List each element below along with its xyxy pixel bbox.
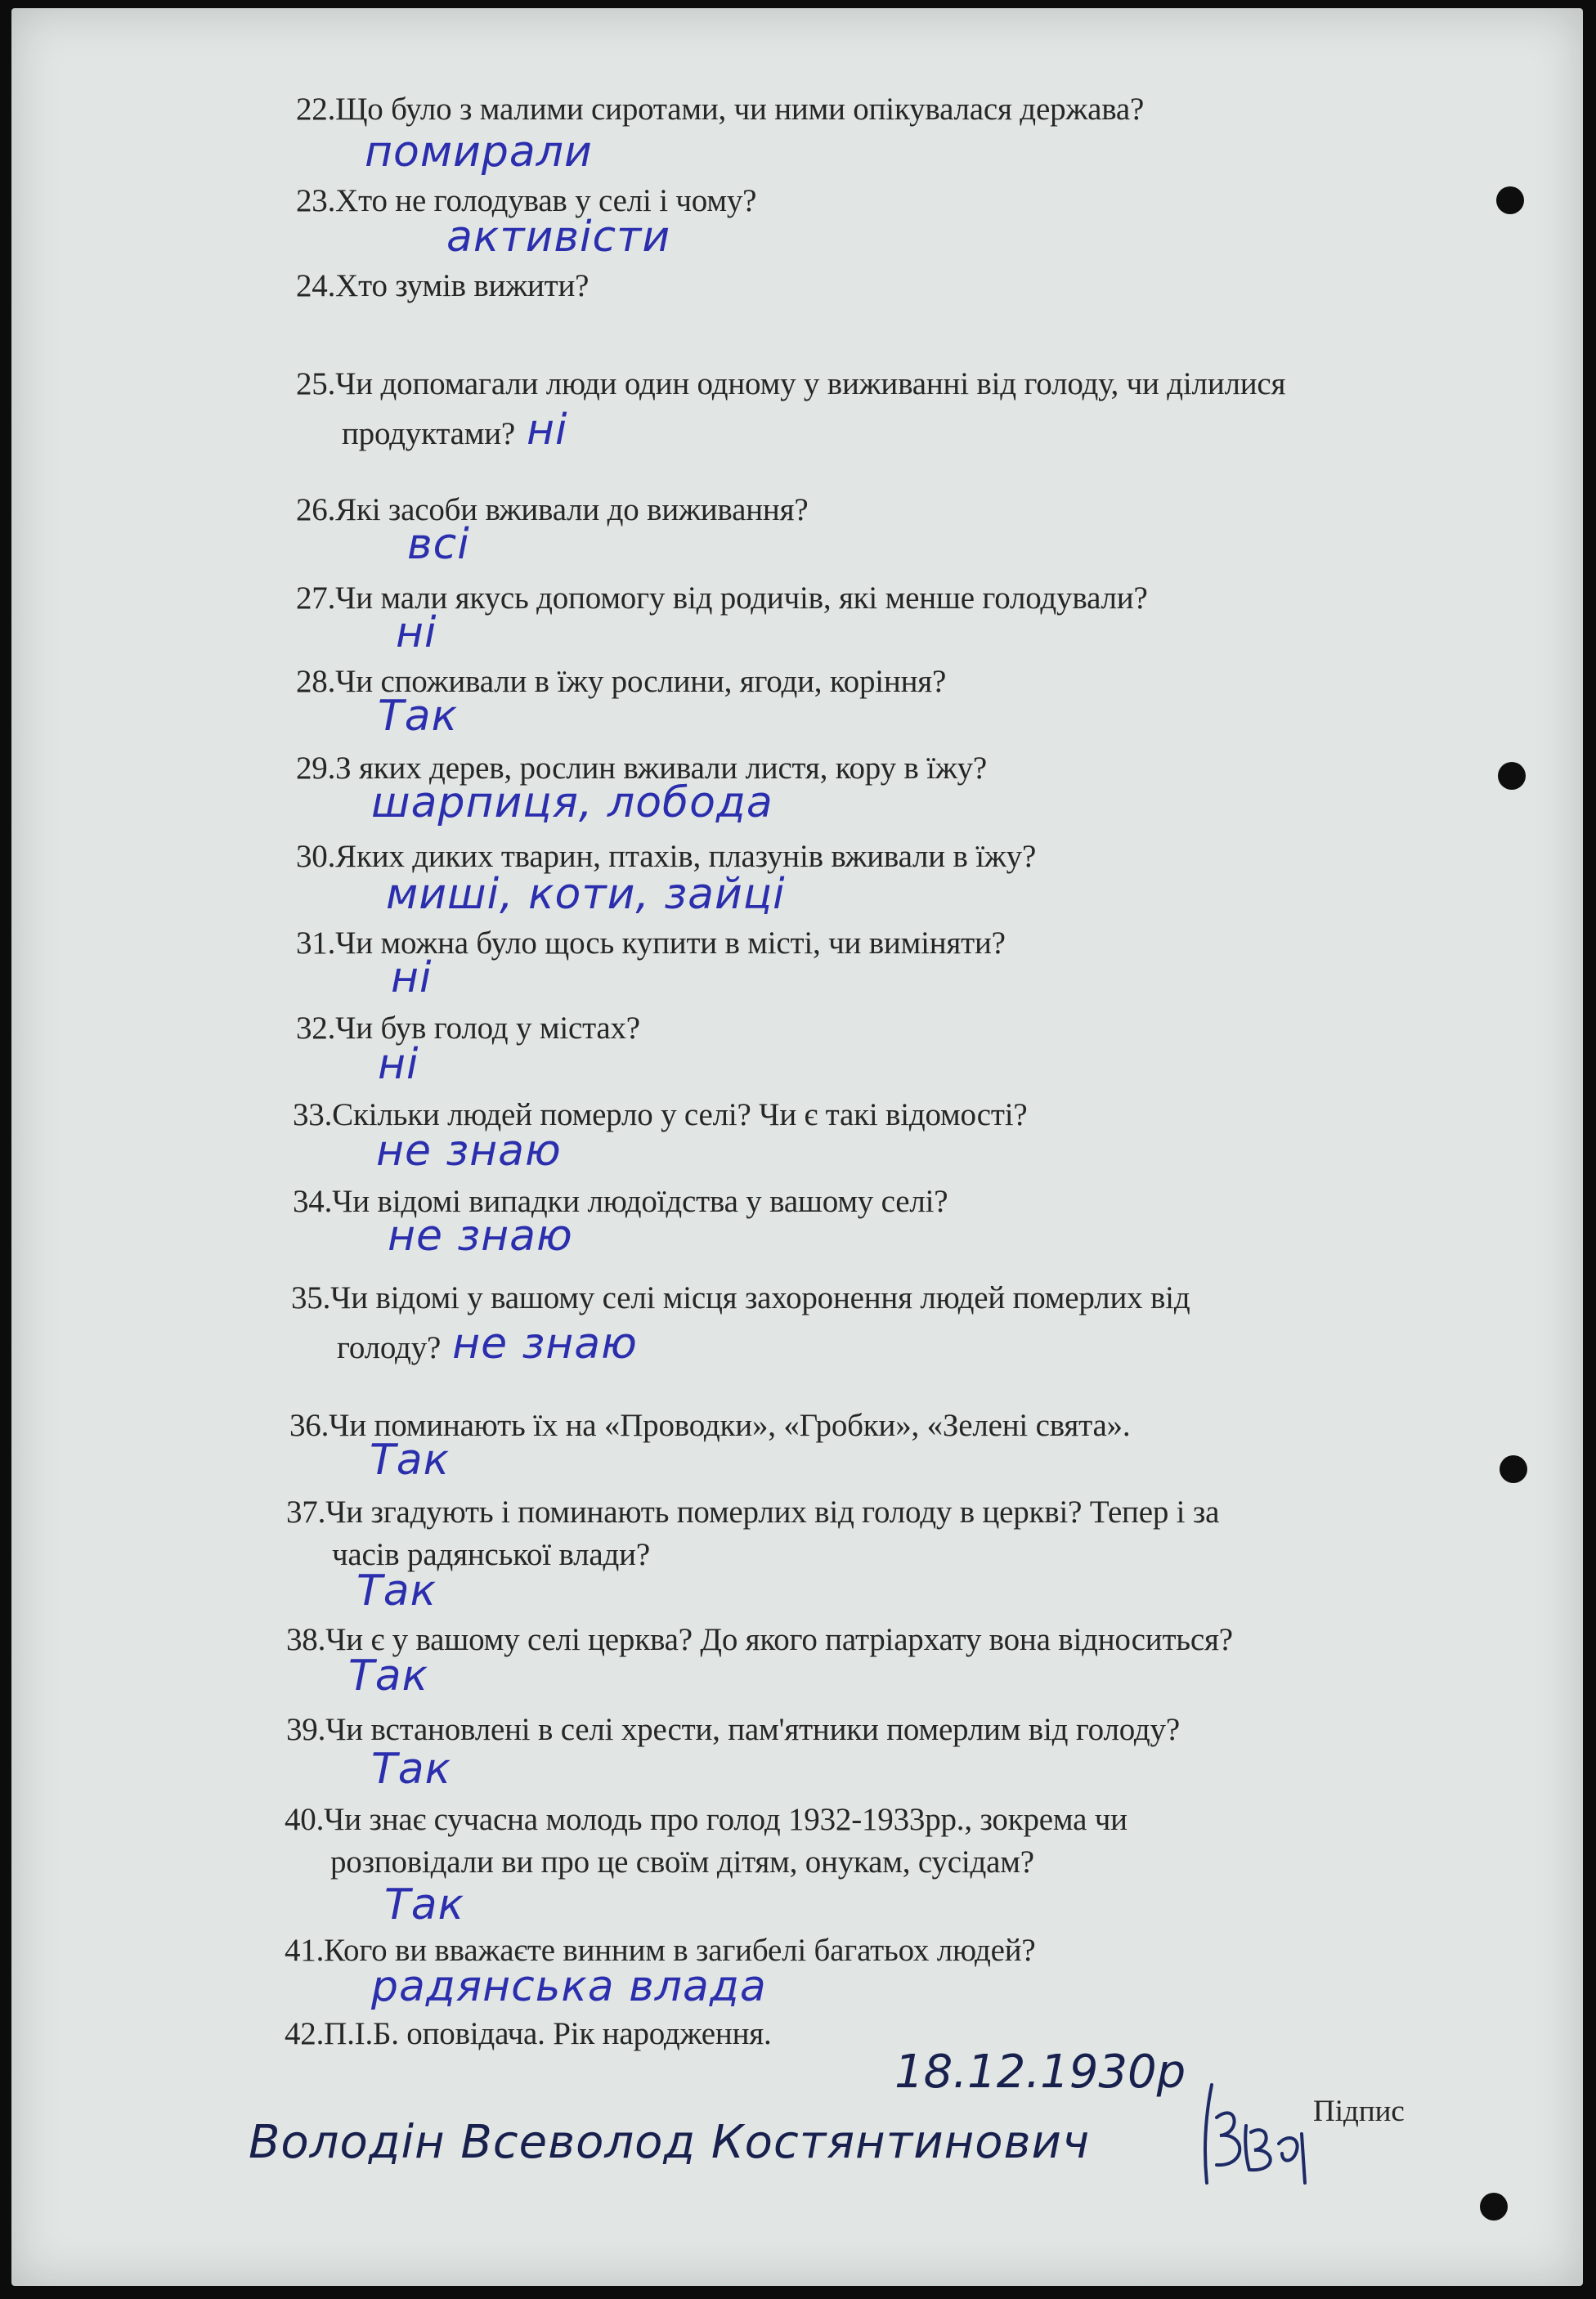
question: 27.Чи мали якусь допомогу від родичів, які менше голодували? [296,580,1148,616]
handwritten-answer: ні [396,608,437,657]
handwritten-answer: ні [391,953,433,1002]
narrator-name: Володін Всеволод Костянтинович [249,2116,1091,2169]
handwritten-answer: ні [378,1040,419,1089]
handwritten-answer: не знаю [388,1212,573,1261]
handwritten-answer: помирали [365,128,593,177]
question: 39.Чи встановлені в селі хрести, пам'ятники померлим від голоду? [286,1712,1180,1747]
handwritten-answer: не знаю [452,1320,638,1369]
handwritten-answer: шарпиця, лобода [371,778,773,827]
question: 29.З яких дерев, рослин вживали листя, кору в їжу? [296,751,987,786]
punch-hole [1498,762,1526,790]
punch-hole [1480,2193,1508,2221]
question: 22.Що було з малими сиротами, чи ними опікувалася держава? [296,92,1145,127]
question: 36.Чи поминають їх на «Проводки», «Гробки», «Зелені свята». [289,1408,1131,1443]
handwritten-answer: Так [356,1566,437,1616]
handwritten-answer: ні [527,406,568,455]
handwritten-answer: Так [384,1880,465,1929]
handwritten-answer: Так [348,1651,429,1701]
handwritten-answer: Так [370,1436,451,1485]
question: 41.Кого ви вважаєте винним в загибелі багатьох людей? [285,1933,1036,1968]
question: 38.Чи є у вашому селі церква? До якого патріархату вона відноситься? [286,1622,1233,1657]
question: 23.Хто не голодував у селі і чому? [296,183,757,218]
punch-hole [1500,1455,1527,1483]
handwritten-answer: всі [407,520,470,569]
question: 24.Хто зумів вижити? [296,268,590,303]
handwritten-answer: не знаю [376,1127,562,1176]
question: 30.Яких диких тварин, птахів, плазунів вживали в їжу? [296,839,1037,874]
question: 33.Скільки людей померло у селі? Чи є такі відомості? [293,1097,1028,1132]
question: 34.Чи відомі випадки людоїдства у вашому селі? [293,1184,948,1219]
question: 31.Чи можна було щось купити в місті, чи виміняти? [296,925,1006,961]
handwritten-answer: Так [371,1745,452,1794]
punch-hole [1496,186,1524,214]
birth-date: 18.12.1930р [894,2046,1186,2099]
signature [1197,2068,1320,2191]
handwritten-answer: радянська влада [371,1962,767,2011]
handwritten-answer: миші, коти, зайці [386,870,786,919]
handwritten-answer: Так [378,692,459,741]
question: 26.Які засоби вживали до виживання? [296,492,809,527]
question: 42.П.І.Б. оповідача. Рік народження. [285,2016,772,2051]
document-page [11,8,1583,2286]
question: 37.Чи згадують і поминають померлих від голоду в церкві? Тепер і за часів радянської влади? [286,1495,1220,1572]
question: 35.Чи відомі у вашому селі місця захоронення людей померлих від голоду? не знаю [291,1280,1190,1369]
question: 28.Чи споживали в їжу рослини, ягоди, коріння? [296,664,947,699]
question: 25.Чи допомагали люди один одному у виживанні від голоду, чи ділилися продуктами? ні [296,366,1286,455]
handwritten-answer: активісти [446,213,671,262]
question: 40.Чи знає сучасна молодь про голод 1932-1933рр., зокрема чи розповідали ви про це своїм дітям, онукам, сусідам? [285,1802,1128,1880]
signature-label: Підпис [1313,2095,1405,2128]
question: 32.Чи був голод у містах? [296,1011,640,1046]
